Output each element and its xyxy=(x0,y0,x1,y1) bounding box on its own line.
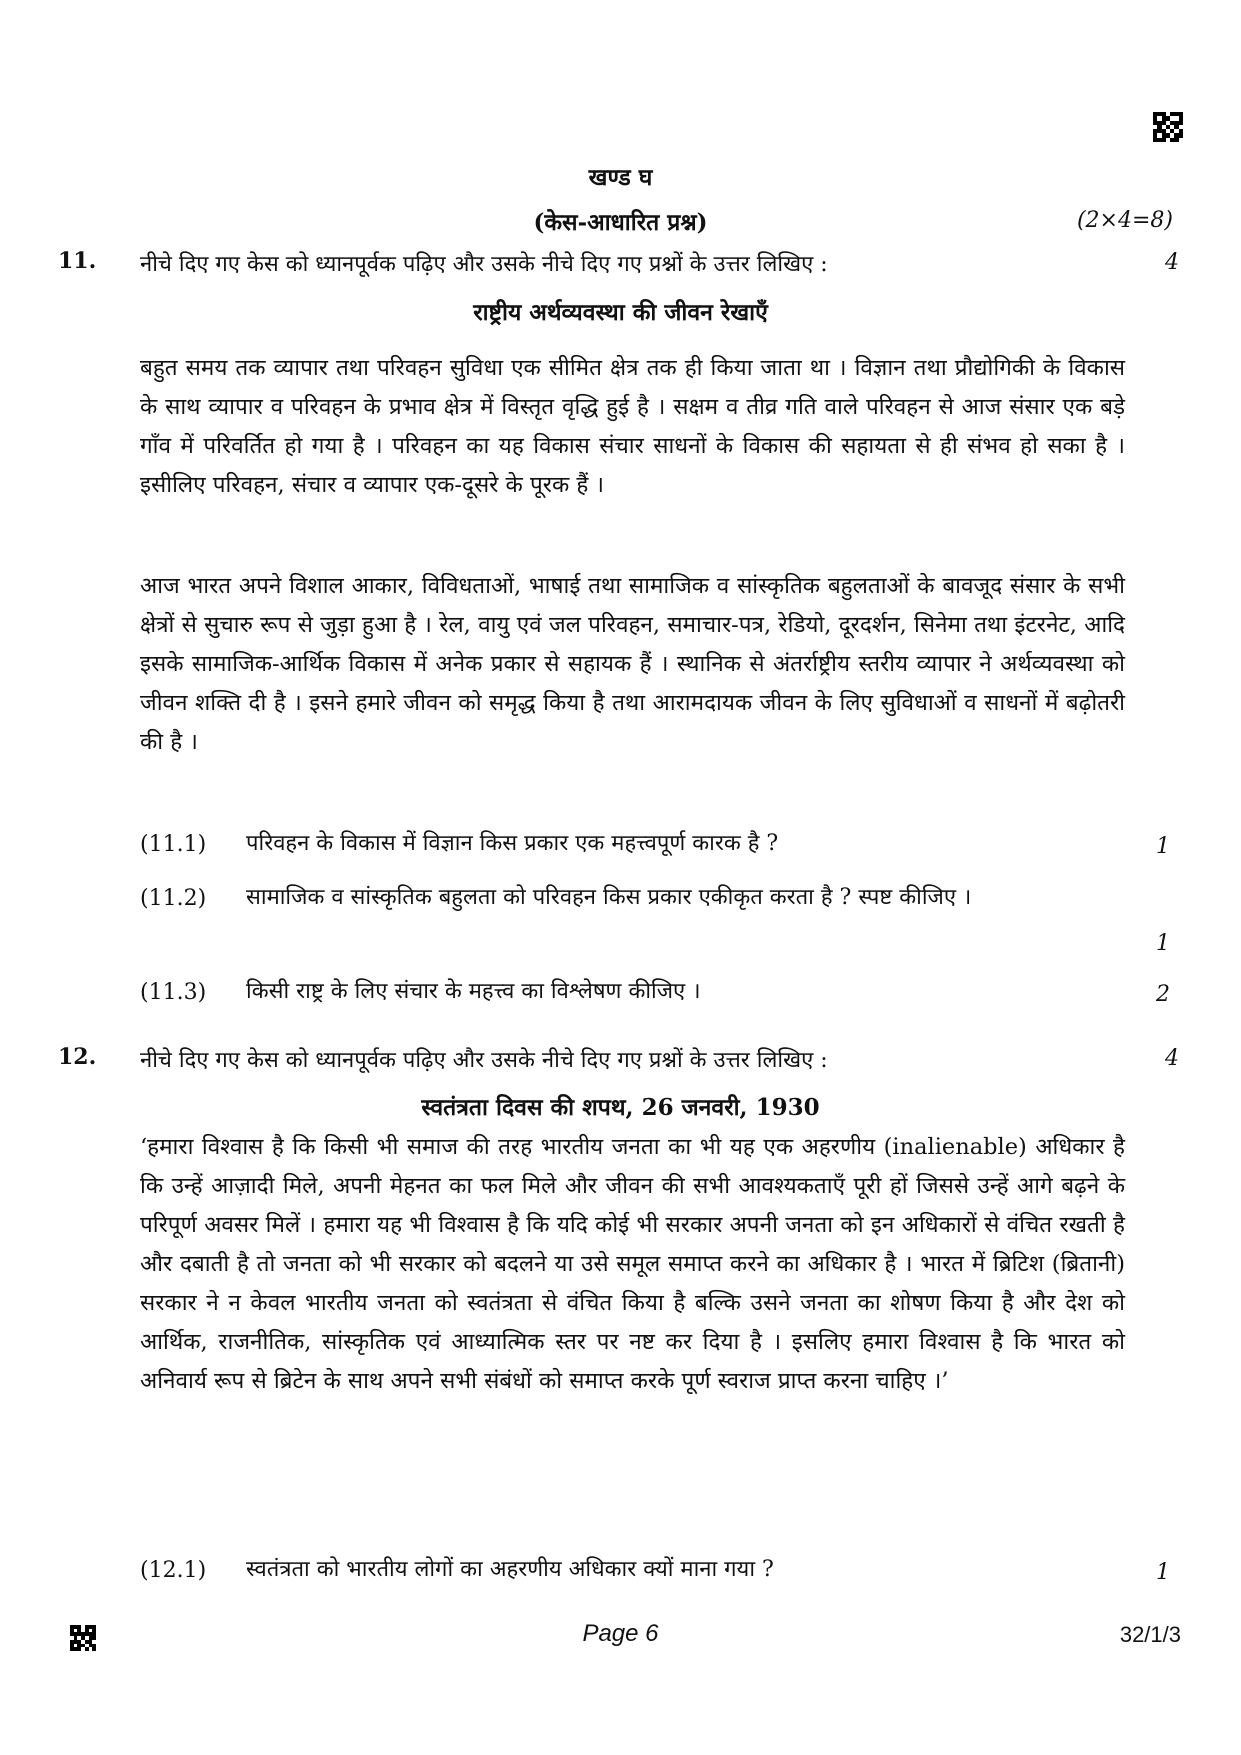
sub-question-number: (11.1) xyxy=(140,832,207,857)
sub-question-text: सामाजिक व सांस्कृतिक बहुलता को परिवहन किस प्रकार एकीकृत करता है ? स्पष्ट कीजिए । xyxy=(246,885,972,910)
question-12-case-title: स्वतंत्रता दिवस की शपथ, 26 जनवरी, 1930 xyxy=(421,1094,820,1121)
question-11-paragraph-2: आज भारत अपने विशाल आकार, विविधताओं, भाषाई तथा सामाजिक व सांस्कृतिक बहुलताओं के बावजूद संसार के सभी क्षेत्रों से सुचारु रूप से जुड़ा हुआ है । रेल, वायु एवं जल परिवहन, समाचार-पत्र, रेडियो, दूरदर्शन, सिनेमा तथा इंटरनेट, आदि इसके सामाजिक-आर्थिक विकास में अनेक प्रकार से सहायक हैं । स्थानिक से अंतर्राष्ट्रीय स्तरीय व्यापार ने अर्थव्यवस्था को जीवन शक्ति दी है । इसने हमारे जीवन को समृद्ध किया है तथा आरामदायक जीवन के लिए सुविधाओं व साधनों में बढ़ोतरी की है । xyxy=(140,573,1125,755)
question-12-paragraph: ‘हमारा विश्वास है कि किसी भी समाज की तरह भारतीय जनता का भी यह एक अहरणीय (inalienable) अधिकार है कि उन्हें आज़ादी मिले, अपनी मेहनत का फल मिले और जीवन की सभी आवश्यकताएँ पूरी हों जिससे उन्हें आगे बढ़ने के परिपूर्ण अवसर मिलें । हमारा यह भी विश्वास है कि यदि कोई भी सरकार अपनी जनता को इन अधिकारों से वंचित रखती है और दबाती है तो जनता को भी सरकार को बदलने या उसे समूल समाप्त करने का अधिकार है । भारत में ब्रिटिश (ब्रितानी) सरकार ने न केवल भारतीय जनता को स्वतंत्रता से वंचित किया है बल्कि उसने जनता का शोषण किया है और देश को आर्थिक, राजनीतिक, सांस्कृतिक एवं आध्यात्मिक स्तर पर नष्ट कर दिया है । इसलिए हमारा विश्वास है कि भारत को अनिवार्य रूप से ब्रिटेन के साथ अपने सभी संबंधों को समाप्त करके पूर्ण स्वराज प्राप्त करना चाहिए ।’ xyxy=(140,1134,1125,1394)
sub-question-number: (12.1) xyxy=(140,1558,207,1583)
question-11-paragraph-1: बहुत समय तक व्यापार तथा परिवहन सुविधा एक सीमित क्षेत्र तक ही किया जाता था । विज्ञान तथा प्रौद्योगिकी के विकास के साथ व्यापार व परिवहन के प्रभाव क्षेत्र में विस्तृत वृद्धि हुई है । सक्षम व तीव्र गति वाले परिवहन से आज संसार एक बड़े गाँव में परिवर्तित हो गया है । परिवहन का यह विकास संचार साधनों के विकास की सहायता से ही संभव हो सका है । इसीलिए परिवहन, संचार व व्यापार एक-दूसरे के पूरक हैं । xyxy=(140,355,1125,498)
sub-question-text: स्वतंत्रता को भारतीय लोगों का अहरणीय अधिकार क्यों माना गया ? xyxy=(246,1557,774,1582)
paper-code: 32/1/3 xyxy=(1119,1622,1181,1647)
page-number: Page 6 xyxy=(582,1620,659,1647)
sub-question-text: परिवहन के विकास में विज्ञान किस प्रकार एक महत्त्वपूर्ण कारक है ? xyxy=(246,831,779,856)
question-11-number: 11. xyxy=(58,248,97,274)
section-marks: (2×4=8) xyxy=(1076,208,1173,233)
sub-question-marks: 1 xyxy=(1156,931,1170,956)
section-title: खण्ड घ xyxy=(588,164,653,191)
sub-question-marks: 1 xyxy=(1156,834,1170,859)
question-12-instruction: नीचे दिए गए केस को ध्यानपूर्वक पढ़िए और उसके नीचे दिए गए प्रश्नों के उत्तर लिखिए : xyxy=(140,1048,828,1073)
sub-question-text: किसी राष्ट्र के लिए संचार के महत्त्व का विश्लेषण कीजिए । xyxy=(246,979,701,1004)
question-12-number: 12. xyxy=(58,1044,97,1070)
sub-question-marks: 2 xyxy=(1156,982,1170,1007)
sub-question-number: (11.3) xyxy=(140,980,207,1005)
qr-code-icon xyxy=(1153,112,1183,142)
sub-question-number: (11.2) xyxy=(140,886,207,911)
question-12-marks: 4 xyxy=(1165,1046,1179,1071)
question-11-marks: 4 xyxy=(1165,250,1179,275)
section-subtitle: (केस-आधारित प्रश्न) xyxy=(533,209,708,236)
question-11-case-title: राष्ट्रीय अर्थव्यवस्था की जीवन रेखाएँ xyxy=(473,299,768,326)
sub-question-marks: 1 xyxy=(1156,1560,1170,1585)
question-11-instruction: नीचे दिए गए केस को ध्यानपूर्वक पढ़िए और उसके नीचे दिए गए प्रश्नों के उत्तर लिखिए : xyxy=(140,252,828,277)
